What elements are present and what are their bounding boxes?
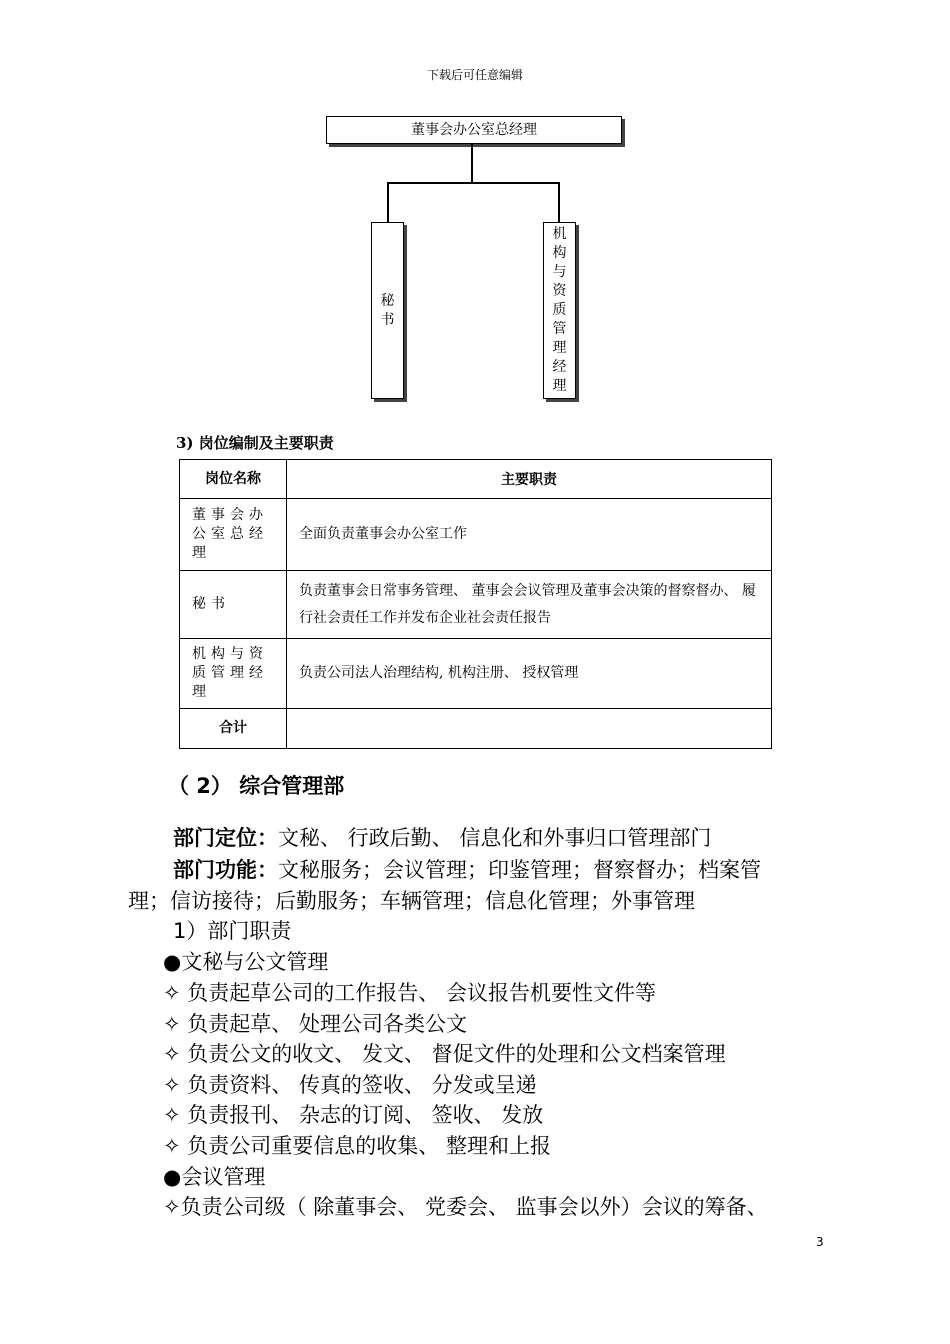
list-item: ✧ 负责公文的收文、 发文、 督促文件的处理和公文档案管理 — [163, 1042, 726, 1066]
bullet-heading: ●文秘与公文管理 — [163, 950, 329, 974]
org-char: 秘 — [380, 292, 395, 309]
table-row-total — [180, 709, 772, 749]
list-item: ✧ 负责起草、 处理公司各类公文 — [163, 1012, 467, 1036]
org-char: 理 — [552, 378, 567, 394]
table-header-row — [180, 460, 772, 499]
connector-left — [387, 182, 389, 222]
duties-heading: 1）部门职责 — [173, 919, 292, 943]
position-name-cell: 机构与资 质管理经 理 — [180, 639, 287, 709]
department-positioning — [173, 823, 711, 853]
duty-cell: 负责董事会日常事务管理、 董事会会议管理及董事会决策的督察督办、 履行社会责任工作并发布企业社会责任报告 — [287, 571, 772, 639]
department-functions — [173, 855, 761, 885]
position-name-cell: 董事会办 公室总经 理 — [180, 499, 287, 571]
functions-text-line1: 文秘服务；会议管理；印鉴管理；督察督办；档案管 — [278, 858, 761, 882]
duty-cell: 全面负责董事会办公室工作 — [287, 499, 772, 571]
duty-table — [179, 459, 772, 749]
section-title: 3) 岗位编制及主要职责 — [176, 434, 334, 452]
connector-right — [558, 182, 560, 222]
functions-label: 部门功能： — [173, 858, 278, 882]
column-header: 岗位名称 — [180, 460, 287, 499]
page-number: 3 — [816, 1235, 824, 1249]
table-row — [180, 639, 772, 709]
org-char: 质 — [552, 302, 567, 318]
org-char: 经 — [552, 359, 567, 375]
list-item: ✧负责公司级（ 除董事会、 党委会、 监事会以外）会议的筹备、 — [163, 1195, 768, 1219]
table-row — [180, 499, 772, 571]
position-name-cell: 秘书 — [180, 571, 287, 639]
org-node-top: 董事会办公室总经理 — [326, 116, 622, 144]
list-item: ✧ 负责报刊、 杂志的订阅、 签收、 发放 — [163, 1103, 544, 1127]
org-char: 与 — [552, 264, 567, 280]
connector-top — [471, 144, 473, 182]
positioning-text: 文秘、 行政后勤、 信息化和外事归口管理部门 — [278, 826, 712, 850]
positioning-label: 部门定位： — [173, 826, 278, 850]
connector-horizontal — [387, 182, 559, 184]
org-char: 理 — [552, 340, 567, 356]
org-char: 资 — [552, 283, 567, 299]
bullet-heading: ●会议管理 — [163, 1165, 266, 1189]
list-item: ✧ 负责资料、 传真的签收、 分发或呈递 — [163, 1073, 537, 1097]
org-char: 书 — [380, 311, 395, 328]
list-item: ✧ 负责公司重要信息的收集、 整理和上报 — [163, 1134, 551, 1158]
org-char: 管 — [552, 321, 567, 337]
org-char: 构 — [552, 245, 567, 261]
duty-cell — [287, 709, 772, 749]
org-char: 机 — [552, 226, 567, 242]
duty-cell: 负责公司法人治理结构, 机构注册、 授权管理 — [287, 639, 772, 709]
total-label: 合计 — [180, 709, 287, 749]
page-header: 下载后可任意编辑 — [426, 68, 523, 82]
table-row — [180, 571, 772, 639]
department-heading: （ 2） 综合管理部 — [168, 774, 345, 798]
column-header: 主要职责 — [287, 460, 772, 499]
list-item: ✧ 负责起草公司的工作报告、 会议报告机要性文件等 — [163, 981, 656, 1005]
functions-text-line2: 理；信访接待；后勤服务；车辆管理；信息化管理；外事管理 — [128, 889, 695, 913]
org-node-secretary — [371, 222, 404, 399]
org-node-institution-manager — [543, 222, 576, 399]
